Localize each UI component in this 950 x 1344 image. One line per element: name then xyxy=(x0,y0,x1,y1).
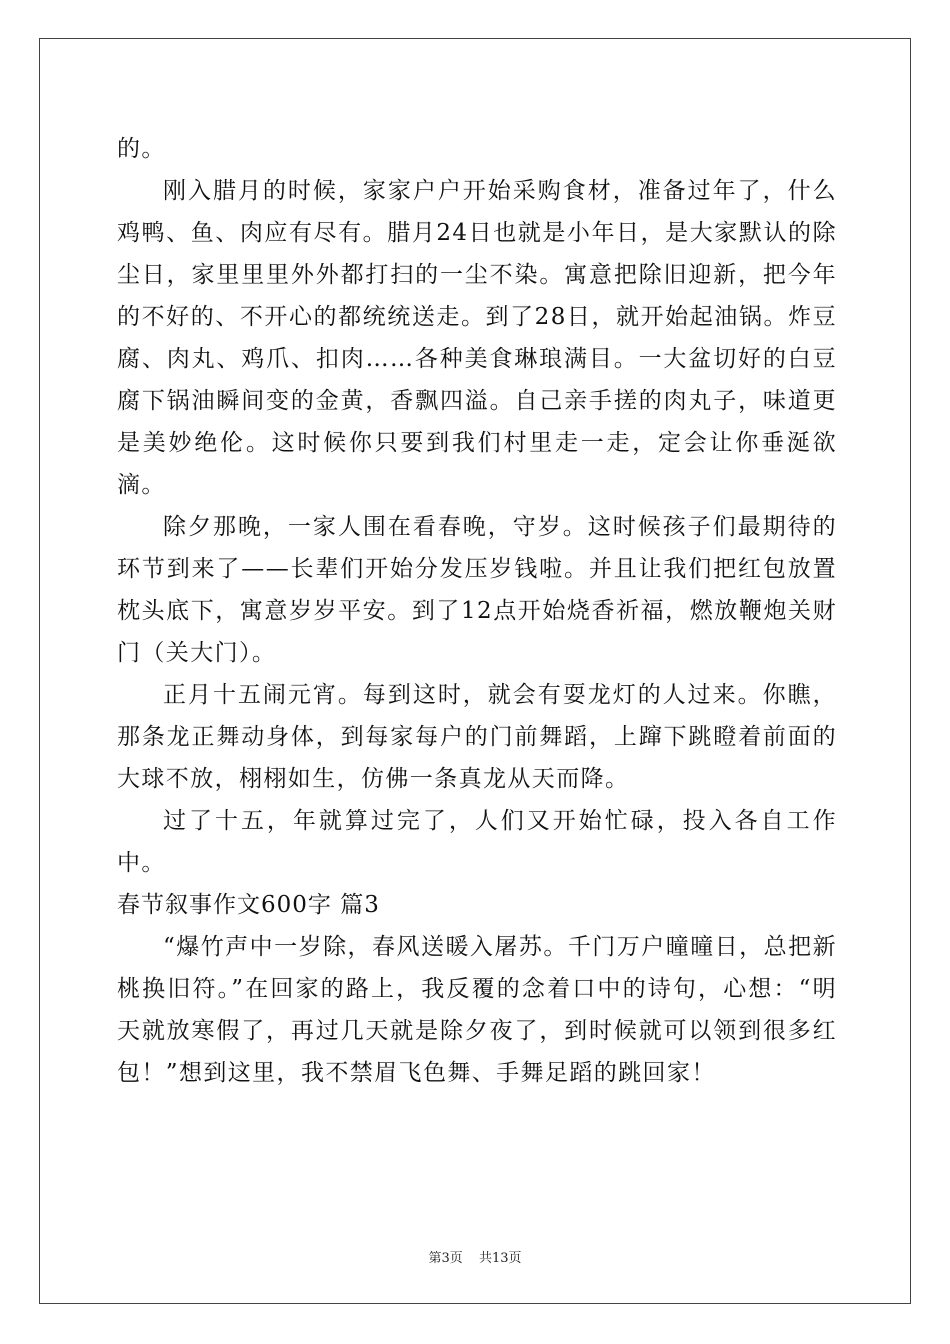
page-number-total: 共13页 xyxy=(478,1251,522,1266)
paragraph-firecracker-poem: “爆竹声中一岁除，春风送暖入屠苏。千门万户曈曈日，总把新桃换旧符。”在回家的路上，我反覆的念着口中的诗句，心想：“明天就放寒假了，再过几天就是除夕夜了，到时候就可以领到很多红包！”想到这里，我不禁眉飞色舞、手舞足蹈的跳回家！ xyxy=(117,934,837,1086)
paragraph-new-year-eve: 除夕那晚，一家人围在看春晚，守岁。这时候孩子们最期待的环节到来了——长辈们开始分发压岁钱啦。并且让我们把红包放置枕头底下，寓意岁岁平安。到了12点开始烧香祈福，燃放鞭炮关财门（关大门）。 xyxy=(117,514,837,666)
section-heading: 春节叙事作文600字 篇3 xyxy=(117,892,380,918)
page-number-current: 第3页 xyxy=(428,1251,463,1266)
paragraph-after-fifteenth: 过了十五，年就算过完了，人们又开始忙碌，投入各自工作中。 xyxy=(117,808,837,876)
document-body xyxy=(117,128,837,1094)
paragraph-lunar-december: 刚入腊月的时候，家家户户开始采购食材，准备过年了，什么鸡鸭、鱼、肉应有尽有。腊月24日也就是小年日，是大家默认的除尘日，家里里里外外都打扫的一尘不染。寓意把除旧迎新，把今年的不好的、不开心的都统统送走。到了28日，就开始起油锅。炸豆腐、肉丸、鸡爪、扣肉……各种美食琳琅满目。一大盆切好的白豆腐下锅油瞬间变的金黄，香飘四溢。自己亲手搓的肉丸子，味道更是美妙绝伦。这时候你只要到我们村里走一走，定会让你垂涎欲滴。 xyxy=(117,178,837,498)
paragraph-lantern-festival: 正月十五闹元宵。每到这时，就会有耍龙灯的人过来。你瞧，那条龙正舞动身体，到每家每户的门前舞蹈，上蹿下跳瞪着前面的大球不放，栩栩如生，仿佛一条真龙从天而降。 xyxy=(117,682,837,792)
page-footer xyxy=(0,1247,950,1266)
paragraph-continuation: 的。 xyxy=(117,136,166,162)
